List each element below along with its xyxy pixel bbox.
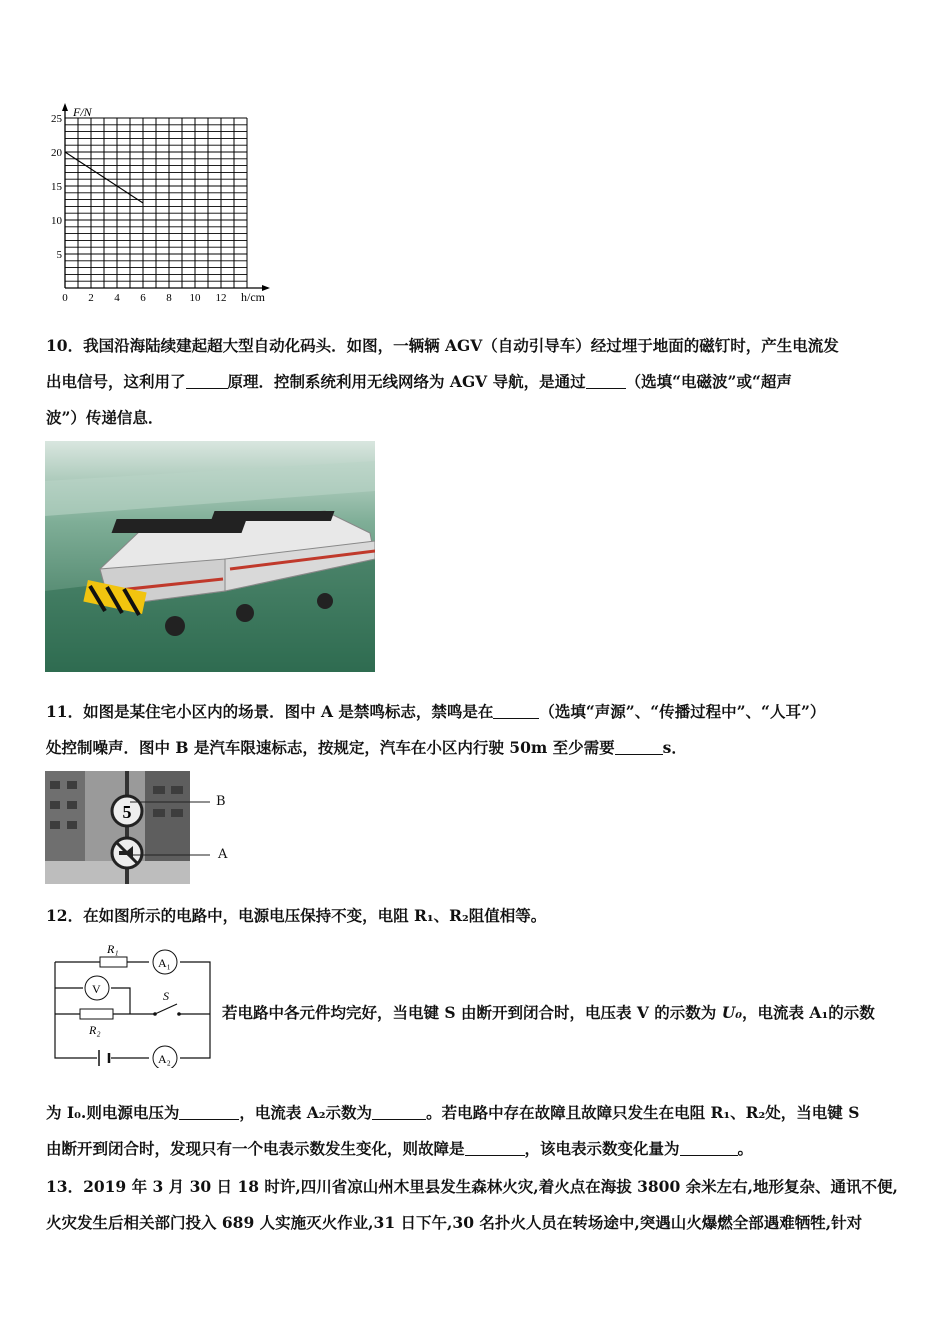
y-tick-label: 25 [51, 113, 62, 125]
answer-blank[interactable] [179, 1104, 239, 1121]
a1-label: A₁ [158, 956, 171, 970]
answer-blank[interactable] [493, 703, 539, 720]
x-tick-label: 4 [114, 292, 120, 304]
x-tick-label: 8 [166, 292, 172, 304]
graph-tick-labels [51, 113, 227, 304]
circuit-diagram [45, 940, 220, 1068]
q13-line-1: 13．2019 年 3 月 30 日 18 时许,四川省凉山州木里县发生森林火灾,着火点在海拔 3800 余米左右,地形复杂、通讯不便, [46, 1177, 898, 1196]
x-axis-label: h/cm [241, 290, 265, 304]
answer-blank[interactable] [372, 1104, 426, 1121]
q12-text: 为 I₀.则电源电压为 [46, 1103, 180, 1122]
q12-text: 。 [737, 1139, 754, 1158]
a2-label: A₂ [158, 1052, 171, 1066]
y-tick-label: 5 [56, 249, 62, 261]
resistor-r1 [100, 957, 127, 967]
r1-label: R₁ [107, 942, 119, 956]
x-tick-label: 2 [88, 292, 94, 304]
q11-text: （选填“声源”、“传播过程中”、“人耳”） [539, 702, 826, 721]
y-tick-label: 10 [51, 215, 62, 227]
y-axis-label: F/N [73, 105, 92, 119]
s-label: S [163, 989, 169, 1003]
answer-blank[interactable] [680, 1140, 738, 1157]
force-depth-graph [40, 100, 280, 310]
answer-blank[interactable] [186, 373, 228, 390]
answer-blank[interactable] [586, 373, 626, 390]
x-tick-label: 0 [62, 292, 68, 304]
q12-text: 若电路中各元件均完好，当电键 S 由断开到闭合时，电压表 V 的示数为 [222, 1003, 722, 1022]
answer-blank[interactable] [465, 1140, 525, 1157]
q12-line-2 [222, 995, 922, 1031]
x-tick-label: 10 [189, 292, 201, 304]
q12-line-4 [46, 1131, 906, 1167]
graph-grid [65, 118, 247, 288]
q10-text: 原理．控制系统利用无线网络为 AGV 导航，是通过 [227, 372, 586, 391]
question-12 [46, 898, 906, 934]
q11-line-1 [46, 694, 906, 730]
q12-u0: U₀ [721, 1003, 743, 1022]
speed-limit-number: 5 [122, 802, 132, 822]
y-tick-label: 15 [51, 181, 62, 193]
q10-text: 出电信号，这利用了 [46, 372, 186, 391]
q10-line-3: 波”）传递信息． [46, 408, 164, 427]
question-13 [46, 1169, 906, 1241]
y-axis-arrow [62, 103, 68, 111]
resistor-r2 [80, 1009, 113, 1019]
x-tick-label: 6 [140, 292, 146, 304]
answer-blank[interactable] [615, 739, 663, 756]
q13-line-2: 火灾发生后相关部门投入 689 人实施灭火作业,31 日下午,30 名扑火人员在转场途中,突遇山火爆燃全部遇难牺牲,针对 [46, 1213, 863, 1232]
question-10 [46, 328, 906, 436]
r2-label: R₂ [89, 1023, 101, 1037]
q12-text: ，该电表示数变化量为 [524, 1139, 680, 1158]
agv-photo [45, 441, 375, 672]
q12-text: ，电流表 A₂示数为 [239, 1103, 373, 1122]
q12-continued [46, 1095, 906, 1167]
label-a: A [218, 847, 228, 862]
q10-line-2 [46, 364, 906, 400]
question-11 [46, 694, 906, 766]
q11-text: 11．如图是某住宅小区内的场景．图中 A 是禁鸣标志，禁鸣是在 [46, 702, 494, 721]
q12-text: ，电流表 A₁的示数 [742, 1003, 875, 1022]
q10-text: （选填“电磁波”或“超声 [625, 372, 792, 391]
x-tick-label: 12 [215, 292, 227, 304]
q11-text: s． [662, 738, 687, 757]
q12-line-1: 12．在如图所示的电路中，电源电压保持不变，电阻 R₁、R₂阻值相等。 [46, 906, 547, 925]
q12-text: 。若电路中存在故障且故障只发生在电阻 R₁、R₂处，当电键 S [426, 1103, 860, 1122]
q11-text: 处控制噪声．图中 B 是汽车限速标志，按规定，汽车在小区内行驶 50m 至少需要 [46, 738, 615, 757]
q12-side-text [222, 995, 922, 1031]
q10-line-1: 10．我国沿海陆续建起超大型自动化码头．如图，一辆辆 AGV（自动引导车）经过埋于地面的磁钉时，产生电流发 [46, 336, 839, 355]
y-tick-label: 20 [51, 147, 62, 159]
q12-text: 由断开到闭合时，发现只有一个电表示数发生变化，则故障是 [46, 1139, 465, 1158]
v-label: V [92, 982, 101, 996]
q11-line-2 [46, 730, 906, 766]
label-b: B [216, 794, 226, 809]
q12-line-3 [46, 1095, 906, 1131]
